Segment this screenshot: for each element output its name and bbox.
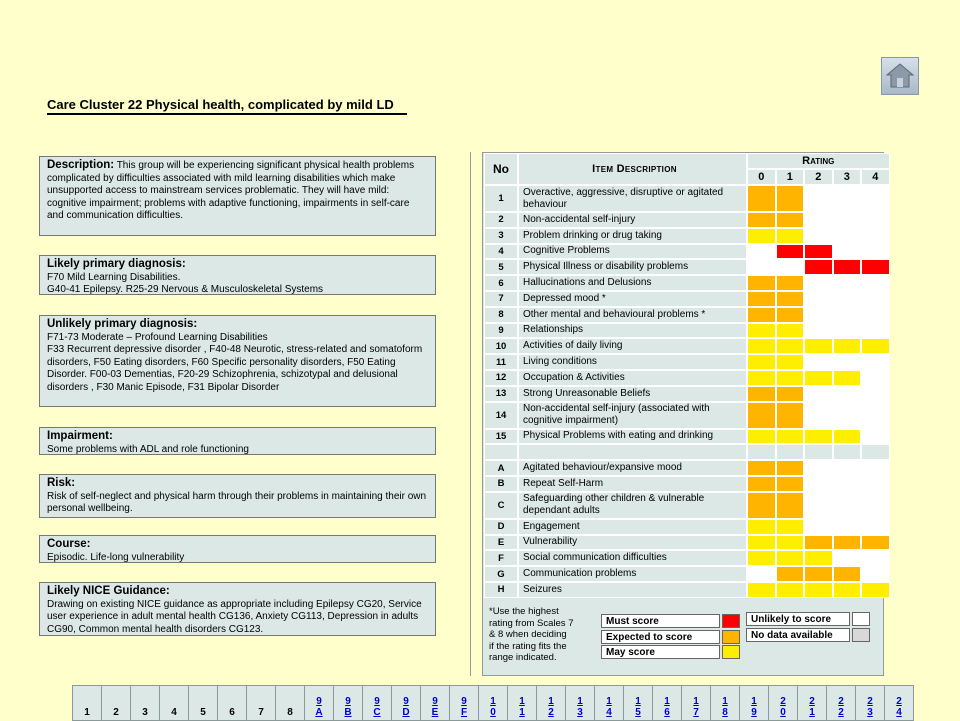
rating-cell-0 <box>747 386 776 402</box>
rating-cell-0 <box>747 291 776 307</box>
rating-cell-2 <box>804 550 833 566</box>
rating-cell-2 <box>804 307 833 323</box>
rating-cell-4 <box>861 275 890 291</box>
table-row <box>484 582 890 598</box>
rating-cell-0 <box>747 550 776 566</box>
rating-level-4: 4 <box>861 169 890 185</box>
legend-swatch <box>722 630 740 644</box>
rating-cell-0 <box>747 338 776 354</box>
description-heading: Description: <box>47 159 115 171</box>
item-description: Communication problems <box>518 566 747 582</box>
item-number: 9 <box>484 323 518 339</box>
rating-cell-1 <box>776 275 805 291</box>
legend-label: No data available <box>746 628 850 642</box>
header-rating: Rating <box>747 153 890 169</box>
table-row <box>484 444 890 460</box>
rating-cell-3 <box>833 550 862 566</box>
legend-swatch <box>852 628 870 642</box>
rating-cell-4 <box>861 519 890 535</box>
rating-cell-3 <box>833 354 862 370</box>
nav-link-9d[interactable]: 9 D <box>392 686 421 721</box>
table-row <box>484 291 890 307</box>
rating-cell-1 <box>776 566 805 582</box>
rating-cell-0 <box>747 323 776 339</box>
page-title: Care Cluster 22 Physical health, complicated by mild LD <box>47 97 394 112</box>
legend-swatch <box>852 612 870 626</box>
rating-cell-3 <box>833 291 862 307</box>
legend-label: May score <box>601 645 720 659</box>
rating-cell-3 <box>833 460 862 476</box>
rating-cell-4 <box>861 244 890 260</box>
rating-cell-1 <box>776 244 805 260</box>
legend-label: Unlikely to score <box>746 612 850 626</box>
nice-guidance-heading: Likely NICE Guidance: <box>47 585 170 597</box>
rating-cell-2 <box>804 244 833 260</box>
rating-cell-0 <box>747 212 776 228</box>
nav-link-9b[interactable]: 9 B <box>334 686 363 721</box>
title-underline <box>47 113 407 115</box>
rating-cell-3 <box>833 402 862 429</box>
rating-level-3: 3 <box>833 169 862 185</box>
unlikely-diagnosis-box <box>39 315 436 407</box>
item-number: H <box>484 582 518 598</box>
nav-link-20[interactable]: 2 0 <box>769 686 798 721</box>
item-number: 12 <box>484 370 518 386</box>
item-description: Agitated behaviour/expansive mood <box>518 460 747 476</box>
nav-link-9a[interactable]: 9 A <box>305 686 334 721</box>
rating-cell-1 <box>776 259 805 275</box>
rating-cell-3 <box>833 429 862 445</box>
rating-cell-4 <box>861 444 890 460</box>
rating-cell-2 <box>804 460 833 476</box>
rating-cell-4 <box>861 429 890 445</box>
item-description <box>518 444 747 460</box>
rating-cell-4 <box>861 535 890 551</box>
rating-cell-2 <box>804 291 833 307</box>
nav-link-17[interactable]: 1 7 <box>682 686 711 721</box>
item-description: Overactive, aggressive, disruptive or agitated behaviour <box>518 185 747 212</box>
course-box <box>39 535 436 563</box>
rating-cell-0 <box>747 370 776 386</box>
nav-link-1: 1 <box>73 686 102 721</box>
rating-cell-1 <box>776 386 805 402</box>
rating-level-2: 2 <box>804 169 833 185</box>
rating-cell-3 <box>833 444 862 460</box>
item-description: Safeguarding other children & vulnerable dependant adults <box>518 492 747 519</box>
item-description: Social communication difficulties <box>518 550 747 566</box>
item-description: Physical Problems with eating and drinking <box>518 429 747 445</box>
nice-guidance-box <box>39 582 436 636</box>
rating-cell-0 <box>747 307 776 323</box>
nav-link-7: 7 <box>247 686 276 721</box>
item-description: Physical Illness or disability problems <box>518 259 747 275</box>
rating-cell-0 <box>747 402 776 429</box>
rating-cell-2 <box>804 582 833 598</box>
unlikely-diagnosis-heading: Unlikely primary diagnosis: <box>47 318 198 330</box>
table-row <box>484 323 890 339</box>
course-text: Episodic. Life-long vulnerability <box>47 551 185 563</box>
home-icon <box>882 58 918 94</box>
rating-cell-1 <box>776 460 805 476</box>
rating-cell-2 <box>804 338 833 354</box>
item-description: Problem drinking or drug taking <box>518 228 747 244</box>
nav-link-13[interactable]: 1 3 <box>566 686 595 721</box>
rating-cell-1 <box>776 307 805 323</box>
likely-diagnosis-text: F70 Mild Learning Disabilities. G40-41 Epilepsy. R25-29 Nervous & Musculoskeletal Systems <box>47 271 324 295</box>
item-description: Vulnerability <box>518 535 747 551</box>
rating-cell-1 <box>776 228 805 244</box>
nav-link-9c[interactable]: 9 C <box>363 686 392 721</box>
rating-cell-3 <box>833 185 862 212</box>
nav-link-16[interactable]: 1 6 <box>653 686 682 721</box>
rating-cell-3 <box>833 259 862 275</box>
rating-cell-3 <box>833 244 862 260</box>
item-number: 8 <box>484 307 518 323</box>
item-number <box>484 444 518 460</box>
panel-divider <box>470 152 471 676</box>
item-description: Non-accidental self-injury (associated with cognitive impairment) <box>518 402 747 429</box>
item-number: G <box>484 566 518 582</box>
unlikely-diagnosis-text: F71-73 Moderate – Profound Learning Disabilities F33 Recurrent depressive disorder , F40-48 Neurotic, stress-related and somatoform disorders, F50 Eating disorders, F60 Specific personality disorders, F50 Eating Disorder. F00-03 Dementias, F20-29 Schizophrenia, schizotypal and delusional disorders , F30 Manic Episode, F31 Bipolar Disorder <box>47 331 423 393</box>
nav-link-23[interactable]: 2 3 <box>856 686 885 721</box>
rating-cell-4 <box>861 402 890 429</box>
item-description: Hallucinations and Delusions <box>518 275 747 291</box>
rating-cell-4 <box>861 582 890 598</box>
rating-cell-0 <box>747 519 776 535</box>
item-description: Seizures <box>518 582 747 598</box>
rating-cell-3 <box>833 386 862 402</box>
legend-label: Expected to score <box>601 630 720 644</box>
table-row <box>484 429 890 445</box>
nav-link-19[interactable]: 1 9 <box>740 686 769 721</box>
item-number: 4 <box>484 244 518 260</box>
rating-cell-2 <box>804 444 833 460</box>
item-number: E <box>484 535 518 551</box>
nav-link-8: 8 <box>276 686 305 721</box>
rating-cell-0 <box>747 275 776 291</box>
item-number: 2 <box>484 212 518 228</box>
item-number: 10 <box>484 338 518 354</box>
table-row <box>484 370 890 386</box>
nav-link-9f[interactable]: 9 F <box>450 686 479 721</box>
rating-cell-0 <box>747 259 776 275</box>
rating-cell-0 <box>747 444 776 460</box>
item-number: 6 <box>484 275 518 291</box>
rating-cell-4 <box>861 259 890 275</box>
rating-cell-2 <box>804 386 833 402</box>
rating-cell-3 <box>833 566 862 582</box>
table-row <box>484 519 890 535</box>
rating-cell-0 <box>747 185 776 212</box>
rating-cell-1 <box>776 354 805 370</box>
table-row <box>484 275 890 291</box>
nav-link-4: 4 <box>160 686 189 721</box>
rating-cell-4 <box>861 460 890 476</box>
rating-cell-3 <box>833 492 862 519</box>
item-number: 7 <box>484 291 518 307</box>
rating-cell-3 <box>833 582 862 598</box>
rating-cell-4 <box>861 307 890 323</box>
rating-cell-1 <box>776 535 805 551</box>
rating-cell-4 <box>861 566 890 582</box>
rating-cell-0 <box>747 582 776 598</box>
rating-cell-0 <box>747 354 776 370</box>
rating-level-0: 0 <box>747 169 776 185</box>
impairment-box <box>39 427 436 455</box>
item-description: Non-accidental self-injury <box>518 212 747 228</box>
item-description: Other mental and behavioural problems * <box>518 307 747 323</box>
item-number: 1 <box>484 185 518 212</box>
rating-cell-3 <box>833 323 862 339</box>
rating-cell-1 <box>776 444 805 460</box>
rating-cell-3 <box>833 212 862 228</box>
rating-cell-3 <box>833 275 862 291</box>
rating-cell-2 <box>804 519 833 535</box>
item-number: D <box>484 519 518 535</box>
item-description: Depressed mood * <box>518 291 747 307</box>
item-number: 5 <box>484 259 518 275</box>
nav-link-5: 5 <box>189 686 218 721</box>
item-description: Cognitive Problems <box>518 244 747 260</box>
table-row <box>484 460 890 476</box>
rating-cell-3 <box>833 338 862 354</box>
rating-cell-4 <box>861 228 890 244</box>
header-item-description: Item Description <box>518 153 747 185</box>
description-text: This group will be experiencing significant physical health problems complicated by difficulties associated with mild learning disabilities which make unsupported access to mainstream services problematic. They will have mild: cognitive impairment; problems with adaptive functioning, impairments in self-care and communication difficulties. <box>47 160 415 221</box>
likely-diagnosis-heading: Likely primary diagnosis: <box>47 258 186 270</box>
table-row <box>484 566 890 582</box>
rating-cell-2 <box>804 259 833 275</box>
rating-cell-2 <box>804 212 833 228</box>
rating-cell-0 <box>747 460 776 476</box>
home-button[interactable] <box>881 57 919 95</box>
nav-link-18[interactable]: 1 8 <box>711 686 740 721</box>
nav-link-2: 2 <box>102 686 131 721</box>
rating-cell-4 <box>861 550 890 566</box>
rating-cell-0 <box>747 476 776 492</box>
rating-cell-2 <box>804 492 833 519</box>
nav-link-12[interactable]: 1 2 <box>537 686 566 721</box>
nice-guidance-text: Drawing on existing NICE guidance as appropriate including Epilepsy CG20, Service user experience in adult mental health CG136, Anxiety CG113, Depression in adults CG90, Common mental health disorders CG123. <box>47 598 422 635</box>
item-number: A <box>484 460 518 476</box>
item-description: Occupation & Activities <box>518 370 747 386</box>
rating-level-1: 1 <box>776 169 805 185</box>
rating-cell-1 <box>776 476 805 492</box>
rating-cell-0 <box>747 492 776 519</box>
risk-heading: Risk: <box>47 477 76 489</box>
likely-diagnosis-box <box>39 255 436 295</box>
nav-link-10[interactable]: 1 0 <box>479 686 508 721</box>
rating-cell-4 <box>861 354 890 370</box>
item-description: Activities of daily living <box>518 338 747 354</box>
item-number: C <box>484 492 518 519</box>
table-row <box>484 228 890 244</box>
table-row <box>484 338 890 354</box>
rating-cell-0 <box>747 566 776 582</box>
rating-cell-3 <box>833 307 862 323</box>
risk-box <box>39 474 436 518</box>
rating-cell-4 <box>861 185 890 212</box>
rating-cell-1 <box>776 519 805 535</box>
item-description: Relationships <box>518 323 747 339</box>
page-nav <box>72 685 914 721</box>
nav-link-6: 6 <box>218 686 247 721</box>
item-number: F <box>484 550 518 566</box>
rating-cell-2 <box>804 535 833 551</box>
table-row <box>484 307 890 323</box>
rating-cell-4 <box>861 492 890 519</box>
rating-cell-0 <box>747 244 776 260</box>
legend-swatch <box>722 645 740 659</box>
rating-cell-1 <box>776 338 805 354</box>
item-number: 13 <box>484 386 518 402</box>
rating-cell-2 <box>804 275 833 291</box>
nav-link-3: 3 <box>131 686 160 721</box>
table-row <box>484 212 890 228</box>
item-number: 11 <box>484 354 518 370</box>
rating-cell-1 <box>776 582 805 598</box>
nav-link-9e[interactable]: 9 E <box>421 686 450 721</box>
item-description: Living conditions <box>518 354 747 370</box>
rating-cell-0 <box>747 228 776 244</box>
rating-cell-2 <box>804 354 833 370</box>
rating-cell-4 <box>861 338 890 354</box>
rating-cell-3 <box>833 476 862 492</box>
rating-cell-2 <box>804 402 833 429</box>
item-description: Strong Unreasonable Beliefs <box>518 386 747 402</box>
rating-cell-2 <box>804 566 833 582</box>
table-row <box>484 476 890 492</box>
rating-cell-4 <box>861 291 890 307</box>
rating-cell-1 <box>776 185 805 212</box>
table-row <box>484 402 890 429</box>
item-description: Engagement <box>518 519 747 535</box>
table-row <box>484 259 890 275</box>
legend-label: Must score <box>601 614 720 628</box>
rating-table <box>484 153 890 598</box>
rating-cell-1 <box>776 212 805 228</box>
rating-cell-4 <box>861 386 890 402</box>
nav-link-22[interactable]: 2 2 <box>827 686 856 721</box>
rating-cell-1 <box>776 550 805 566</box>
rating-cell-2 <box>804 476 833 492</box>
rating-cell-4 <box>861 370 890 386</box>
rating-cell-4 <box>861 212 890 228</box>
rating-cell-2 <box>804 370 833 386</box>
rating-cell-2 <box>804 185 833 212</box>
table-row <box>484 386 890 402</box>
nav-link-15[interactable]: 1 5 <box>624 686 653 721</box>
item-description: Repeat Self-Harm <box>518 476 747 492</box>
rating-cell-3 <box>833 370 862 386</box>
rating-cell-1 <box>776 323 805 339</box>
rating-cell-0 <box>747 429 776 445</box>
table-row <box>484 492 890 519</box>
rating-cell-2 <box>804 228 833 244</box>
impairment-text: Some problems with ADL and role functioning <box>47 443 249 455</box>
nav-link-24[interactable]: 2 4 <box>885 686 914 721</box>
item-number: 3 <box>484 228 518 244</box>
rating-cell-1 <box>776 429 805 445</box>
table-row <box>484 535 890 551</box>
legend-note: *Use the highest rating from Scales 7 & 8 when deciding if the rating fits the range indicated. <box>489 606 574 663</box>
item-number: 15 <box>484 429 518 445</box>
rating-cell-2 <box>804 429 833 445</box>
risk-text: Risk of self-neglect and physical harm through their problems in maintaining their own personal wellbeing. <box>47 490 427 514</box>
header-no: No <box>484 153 518 185</box>
table-row <box>484 354 890 370</box>
description-box <box>39 156 436 236</box>
nav-link-14[interactable]: 1 4 <box>595 686 624 721</box>
item-number: B <box>484 476 518 492</box>
item-number: 14 <box>484 402 518 429</box>
rating-cell-0 <box>747 535 776 551</box>
rating-cell-4 <box>861 476 890 492</box>
rating-cell-3 <box>833 535 862 551</box>
table-row <box>484 244 890 260</box>
rating-cell-1 <box>776 402 805 429</box>
rating-cell-3 <box>833 228 862 244</box>
course-heading: Course: <box>47 538 91 550</box>
rating-cell-3 <box>833 519 862 535</box>
legend-swatch <box>722 614 740 628</box>
nav-link-21[interactable]: 2 1 <box>798 686 827 721</box>
rating-cell-4 <box>861 323 890 339</box>
rating-cell-2 <box>804 323 833 339</box>
table-row <box>484 185 890 212</box>
table-row <box>484 550 890 566</box>
nav-link-11[interactable]: 1 1 <box>508 686 537 721</box>
rating-cell-1 <box>776 370 805 386</box>
impairment-heading: Impairment: <box>47 430 113 442</box>
rating-cell-1 <box>776 492 805 519</box>
rating-cell-1 <box>776 291 805 307</box>
